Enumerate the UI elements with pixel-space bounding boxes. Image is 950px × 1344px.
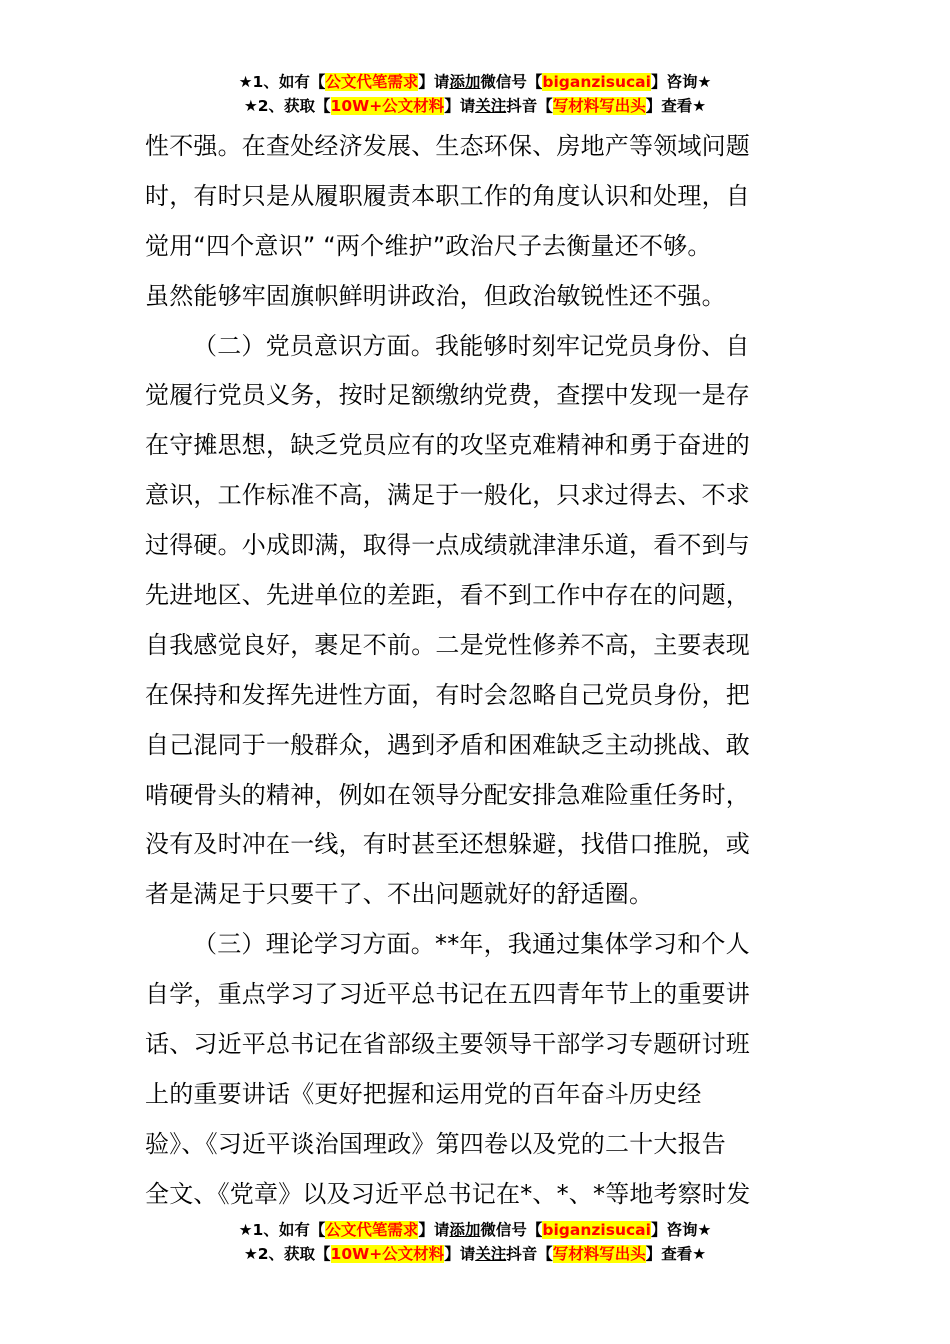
banner-line-2 [0, 1242, 950, 1266]
banner-line-1 [0, 1218, 950, 1242]
body-line: 上的重要讲话《更好把握和运用党的百年奋斗历史经 [145, 1079, 702, 1108]
emphasis-follow: 关注 [475, 1245, 507, 1263]
banner-text: ★2、获取【 [243, 97, 331, 115]
body-line: 自己混同于一般群众，遇到矛盾和困难缺乏主动挑战、敢 [145, 730, 750, 759]
body-line: 自我感觉良好，裹足不前。二是党性修养不高，主要表现 [145, 630, 750, 659]
body-line: 性不强。在查处经济发展、生态环保、房地产等领域问题 [145, 132, 750, 160]
banner-text: 】请 [444, 97, 476, 115]
body-line: 觉履行党员义务，按时足额缴纳党费，查摆中发现一是存 [145, 381, 750, 410]
body-line: （二）党员意识方面。我能够时刻牢记党员身份、自 [193, 331, 750, 360]
banner-text: 抖音【 [506, 1245, 553, 1263]
emphasis-add: 添加 [449, 1221, 481, 1239]
banner-text: ★1、如有【 [238, 1221, 326, 1239]
highlight-ghostwriting: 公文代笔需求 [325, 73, 419, 91]
body-line: 全文、《党章》以及习近平总书记在*、*、*等地考察时发 [145, 1179, 751, 1208]
banner-text: 】咨询★ [650, 1221, 712, 1239]
banner-text: ★2、获取【 [243, 1245, 331, 1263]
body-line: 者是满足于只要干了、不出问题就好的舒适圈。 [145, 880, 654, 909]
body-line: 啃硬骨头的精神，例如在领导分配安排急难险重任务时， [145, 780, 750, 809]
body-line: 在保持和发挥先进性方面，有时会忽略自己党员身份，把 [145, 680, 750, 709]
document-body [145, 122, 810, 1220]
body-line: 先进地区、先进单位的差距，看不到工作中存在的问题， [145, 581, 750, 610]
highlight-douyin-account: 写材料写出头 [552, 1245, 646, 1263]
body-line: 过得硬。小成即满，取得一点成绩就津津乐道，看不到与 [145, 531, 750, 560]
header-banner [0, 70, 950, 118]
banner-text: 】请 [418, 73, 450, 91]
highlight-douyin-account: 写材料写出头 [552, 97, 646, 115]
highlight-materials: 10W+公文材料 [330, 1245, 445, 1263]
body-line: 虽然能够牢固旗帜鲜明讲政治，但政治敏锐性还不强。 [145, 281, 726, 310]
banner-text: 】咨询★ [650, 73, 712, 91]
body-line: 话、习近平总书记在省部级主要领导干部学习专题研讨班 [145, 1030, 750, 1059]
body-line: 验》、《习近平谈治国理政》第四卷以及党的二十大报告 [145, 1129, 726, 1158]
body-line: 意识，工作标准不高，满足于一般化，只求过得去、不求 [145, 481, 750, 510]
banner-text: 】请 [418, 1221, 450, 1239]
body-line: 没有及时冲在一线，有时甚至还想躲避，找借口推脱，或 [145, 830, 750, 859]
banner-text: 抖音【 [506, 97, 553, 115]
banner-text: 】查看★ [645, 97, 707, 115]
body-line: 在守摊思想，缺乏党员应有的攻坚克难精神和勇于奋进的 [145, 431, 750, 460]
highlight-wechat-id: biganzisucai [542, 1221, 651, 1239]
banner-text: ★1、如有【 [238, 73, 326, 91]
highlight-ghostwriting: 公文代笔需求 [325, 1221, 419, 1239]
banner-line-2 [0, 94, 950, 118]
banner-line-1 [0, 70, 950, 94]
highlight-materials: 10W+公文材料 [330, 97, 445, 115]
highlight-wechat-id: biganzisucai [542, 73, 651, 91]
footer-banner [0, 1218, 950, 1266]
emphasis-add: 添加 [449, 73, 481, 91]
emphasis-follow: 关注 [475, 97, 507, 115]
body-line: （三）理论学习方面。**年，我通过集体学习和个人 [193, 930, 750, 959]
banner-text: 微信号【 [480, 1221, 543, 1239]
banner-text: 】请 [444, 1245, 476, 1263]
banner-text: 】查看★ [645, 1245, 707, 1263]
body-line: 觉用“四个意识” “两个维护”政治尺子去衡量还不够。 [145, 231, 712, 260]
banner-text: 微信号【 [480, 73, 543, 91]
body-line: 自学，重点学习了习近平总书记在五四青年节上的重要讲 [145, 980, 750, 1009]
body-line: 时，有时只是从履职履责本职工作的角度认识和处理，自 [145, 181, 750, 210]
